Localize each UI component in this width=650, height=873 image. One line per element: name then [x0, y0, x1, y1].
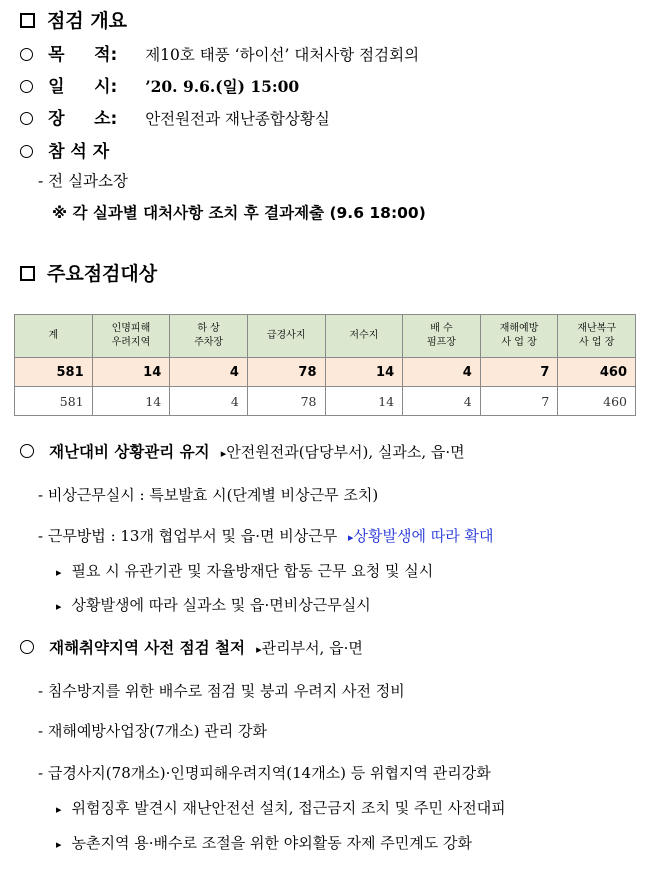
field-label: 목 적: — [48, 45, 118, 65]
sub-bullet-text: 위험징후 발견시 재난안전선 설치, 접근금지 조치 및 주민 사전대피 — [71, 799, 506, 817]
table-cell: 460 — [558, 358, 636, 387]
table-cell: 14 — [325, 387, 403, 416]
bullet-text: - 근무방법 : 13개 협업부서 및 읍·면 비상근무 — [38, 527, 338, 545]
table-cell: 581 — [15, 358, 93, 387]
circle-bullet-icon — [20, 112, 33, 125]
col-header: 배 수 펌프장 — [403, 315, 481, 358]
sub-bullet — [56, 797, 506, 818]
table-cell: 4 — [170, 358, 248, 387]
section-title: 점검 개요 — [47, 10, 128, 32]
overview-attendees — [20, 137, 109, 162]
table-cell: 7 — [480, 387, 558, 416]
triangle-bullet-icon: ▸ — [56, 566, 62, 579]
section-heading-targets — [20, 259, 157, 286]
table-cell: 78 — [247, 358, 325, 387]
attendee-text: - 전 실과소장 — [38, 172, 128, 190]
arrow-icon: ▸ — [347, 531, 354, 544]
triangle-bullet-icon: ▸ — [56, 803, 62, 816]
col-header: 저수지 — [325, 315, 403, 358]
sub-bullet — [56, 594, 371, 615]
field-label: 참 석 자 — [48, 142, 110, 162]
field-value: ’20. 9.6.(일) 15:00 — [145, 77, 300, 96]
field-value: 안전원전과 재난종합상황실 — [145, 110, 330, 128]
table-cell: 4 — [170, 387, 248, 416]
triangle-bullet-icon: ▸ — [56, 838, 62, 851]
overview-location — [20, 104, 330, 129]
overview-purpose — [20, 40, 419, 65]
block-tail: 관리부서, 읍·면 — [261, 639, 363, 657]
bullet-line: - 재해예방사업장(7개소) 관리 강화 — [38, 722, 267, 740]
table-cell: 7 — [480, 358, 558, 387]
col-header: 인명피해 우려지역 — [92, 315, 170, 358]
triangle-bullet-icon: ▸ — [56, 600, 62, 613]
col-header: 재난복구 사 업 장 — [558, 315, 636, 358]
block-tail: 안전원전과(담당부서), 실과소, 읍·면 — [226, 443, 465, 461]
bullet-line — [38, 525, 493, 546]
table-cell: 14 — [325, 358, 403, 387]
table-row — [15, 358, 636, 387]
sub-bullet — [56, 832, 472, 853]
table-cell: 581 — [15, 387, 93, 416]
col-header: 계 — [15, 315, 93, 358]
section-heading-overview — [20, 6, 127, 33]
circle-bullet-icon — [20, 145, 33, 158]
section-title: 주요점검대상 — [47, 263, 158, 285]
bullet-line: - 침수방지를 위한 배수로 점검 및 붕괴 우려지 사전 정비 — [38, 682, 405, 700]
table-cell: 4 — [403, 358, 481, 387]
col-header: 재해예방 사 업 장 — [480, 315, 558, 358]
field-value: 제10호 태풍 ‘하이선’ 대처사항 점검회의 — [145, 46, 420, 64]
table-row — [15, 387, 636, 416]
table-cell: 4 — [403, 387, 481, 416]
block-situation-management — [20, 440, 465, 462]
circle-bullet-icon — [20, 48, 33, 61]
block-title: 재해취약지역 사전 점검 철저 — [49, 639, 245, 657]
bullet-line: - 급경사지(78개소)·인명피해우려지역(14개소) 등 위협지역 관리강화 — [38, 764, 491, 782]
bullet-line: - 비상근무실시 : 특보발효 시(단계별 비상근무 조치) — [38, 486, 379, 504]
table-cell: 14 — [92, 387, 170, 416]
block-title: 재난대비 상황관리 유지 — [49, 443, 210, 461]
field-label: 장 소: — [48, 109, 118, 129]
checkbox-square-icon — [20, 266, 35, 281]
overview-datetime — [20, 72, 299, 97]
field-label: 일 시: — [48, 77, 118, 97]
col-header: 하 상 주차장 — [170, 315, 248, 358]
block-vulnerable-area-check — [20, 636, 363, 658]
table-cell: 14 — [92, 358, 170, 387]
sub-bullet — [56, 560, 433, 581]
sub-bullet-text: 농촌지역 용·배수로 조절을 위한 야외활동 자제 주민계도 강화 — [71, 834, 472, 852]
col-header: 급경사지 — [247, 315, 325, 358]
arrow-icon: ▸ — [256, 643, 262, 656]
inspection-table — [14, 314, 636, 416]
note-text: ※ 각 실과별 대처사항 조치 후 결과제출 (9.6 18:00) — [52, 204, 426, 222]
table-cell: 78 — [247, 387, 325, 416]
sub-bullet-text: 상황발생에 따라 실과소 및 읍·면비상근무실시 — [71, 596, 371, 614]
circle-bullet-icon — [20, 444, 34, 458]
circle-bullet-icon — [20, 640, 34, 654]
checkbox-square-icon — [20, 13, 35, 28]
highlight-text: 상황발생에 따라 확대 — [353, 527, 494, 545]
table-header-row — [15, 315, 636, 358]
table-cell: 460 — [558, 387, 636, 416]
circle-bullet-icon — [20, 80, 33, 93]
sub-bullet-text: 필요 시 유관기관 및 자율방재단 합동 근무 요청 및 실시 — [71, 562, 434, 580]
arrow-icon: ▸ — [220, 447, 227, 460]
